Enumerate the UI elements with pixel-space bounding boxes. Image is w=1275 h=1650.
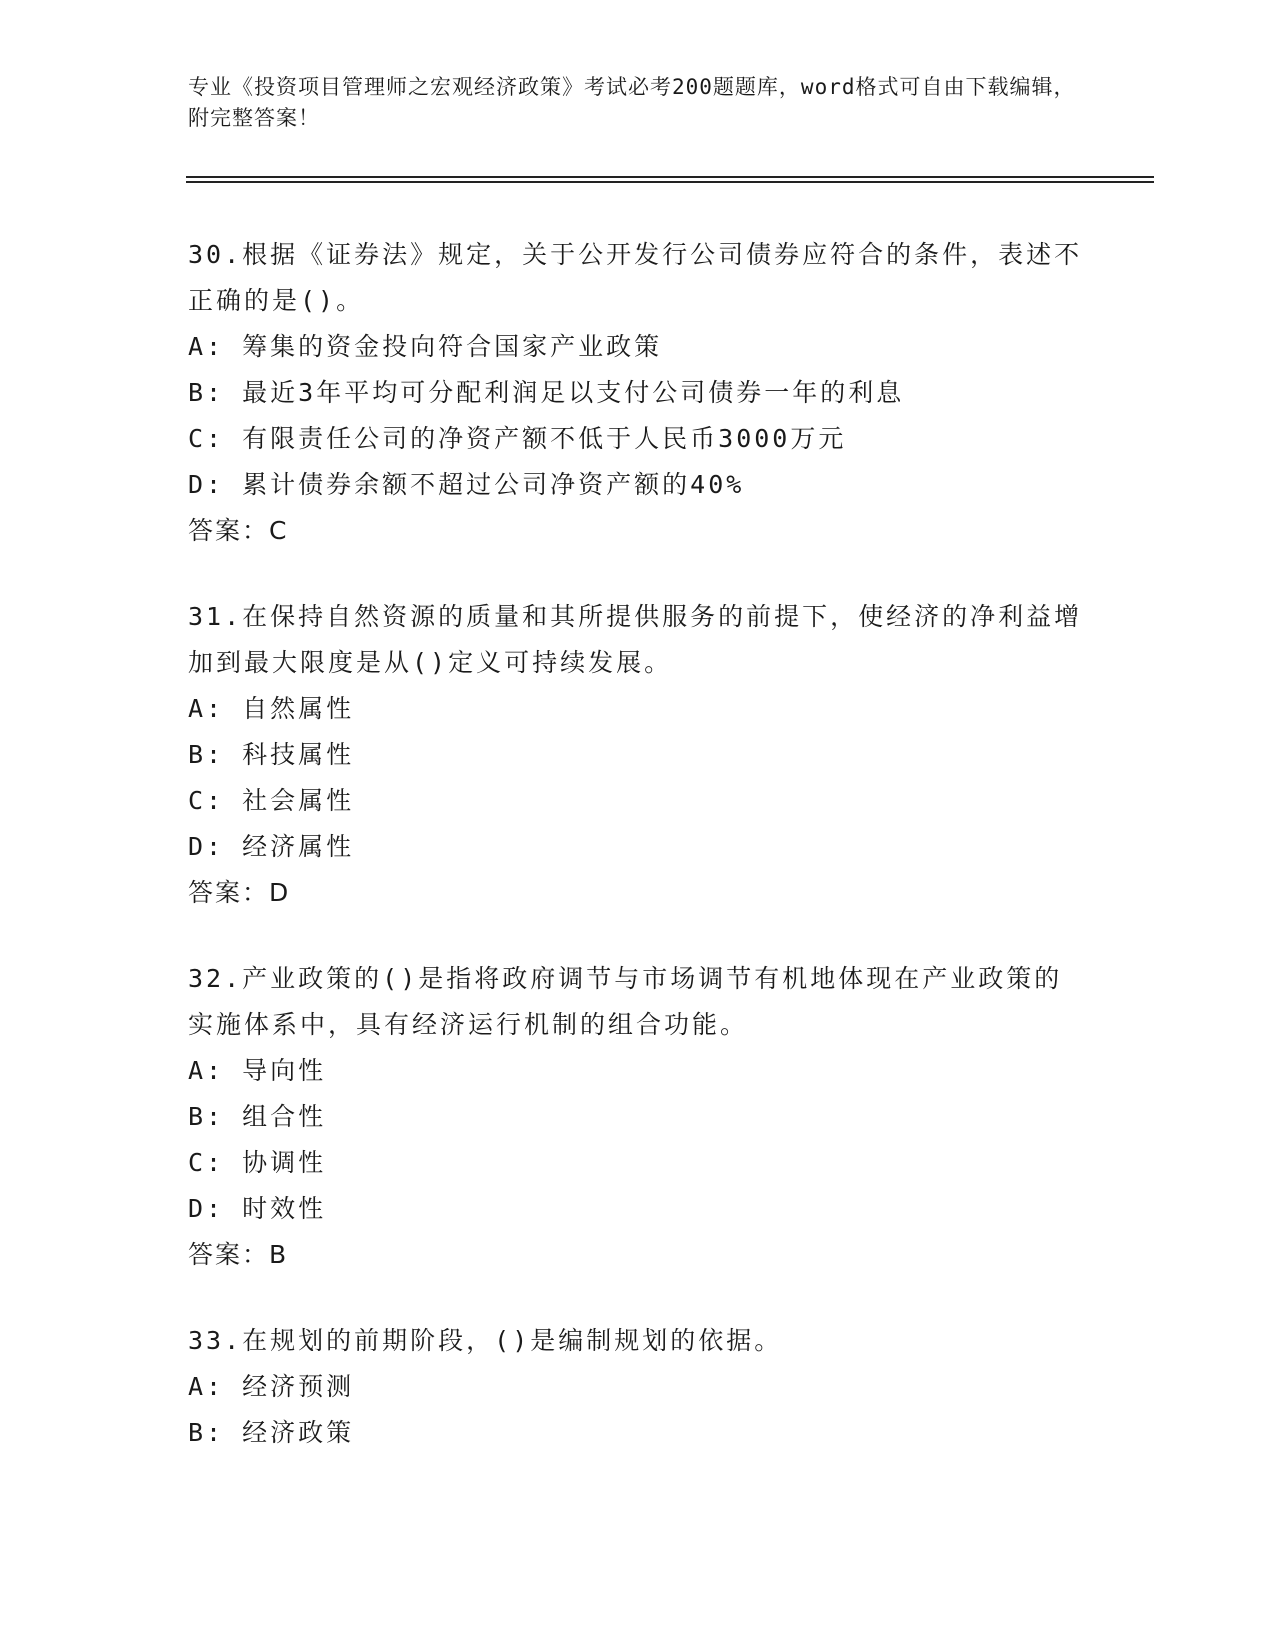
answer-label: 答案：C (188, 516, 289, 545)
option-b: B: 最近3年平均可分配利润足以支付公司债券一年的利息 (188, 378, 905, 407)
option-a: A: 自然属性 (188, 694, 355, 723)
option-d: D: 经济属性 (188, 832, 355, 861)
question-stem: 32.产业政策的()是指将政府调节与市场调节有机地体现在产业政策的实施体系中，具有经济运行机制的组合功能。 (188, 964, 1063, 1039)
option-a: A: 经济预测 (188, 1372, 355, 1401)
question-list (188, 232, 1088, 1496)
option-c: C: 有限责任公司的净资产额不低于人民币3000万元 (188, 424, 847, 453)
option-a: A: 导向性 (188, 1056, 327, 1085)
option-b: B: 科技属性 (188, 740, 355, 769)
option-b: B: 组合性 (188, 1102, 327, 1131)
option-c: C: 社会属性 (188, 786, 355, 815)
option-d: D: 时效性 (188, 1194, 327, 1223)
question-stem: 30.根据《证券法》规定，关于公开发行公司债券应符合的条件，表述不正确的是()。 (188, 240, 1083, 315)
answer-label: 答案：D (188, 878, 291, 907)
question-stem: 31.在保持自然资源的质量和其所提供服务的前提下，使经济的净利益增加到最大限度是从()定义可持续发展。 (188, 602, 1083, 677)
question-32 (188, 956, 1088, 1278)
option-b: B: 经济政策 (188, 1418, 355, 1447)
question-30 (188, 232, 1088, 554)
document-header: 专业《投资项目管理师之宏观经济政策》考试必考200题题库，word格式可自由下载编辑，附完整答案！ (188, 75, 1076, 130)
option-a: A: 筹集的资金投向符合国家产业政策 (188, 332, 663, 361)
question-31 (188, 594, 1088, 916)
option-d: D: 累计债券余额不超过公司净资产额的40% (188, 470, 745, 499)
question-33 (188, 1318, 1088, 1456)
option-c: C: 协调性 (188, 1148, 327, 1177)
header-divider-top (186, 176, 1154, 178)
header-divider-bottom (186, 181, 1154, 183)
answer-label: 答案：B (188, 1240, 289, 1269)
question-stem: 33.在规划的前期阶段，()是编制规划的依据。 (188, 1326, 783, 1355)
